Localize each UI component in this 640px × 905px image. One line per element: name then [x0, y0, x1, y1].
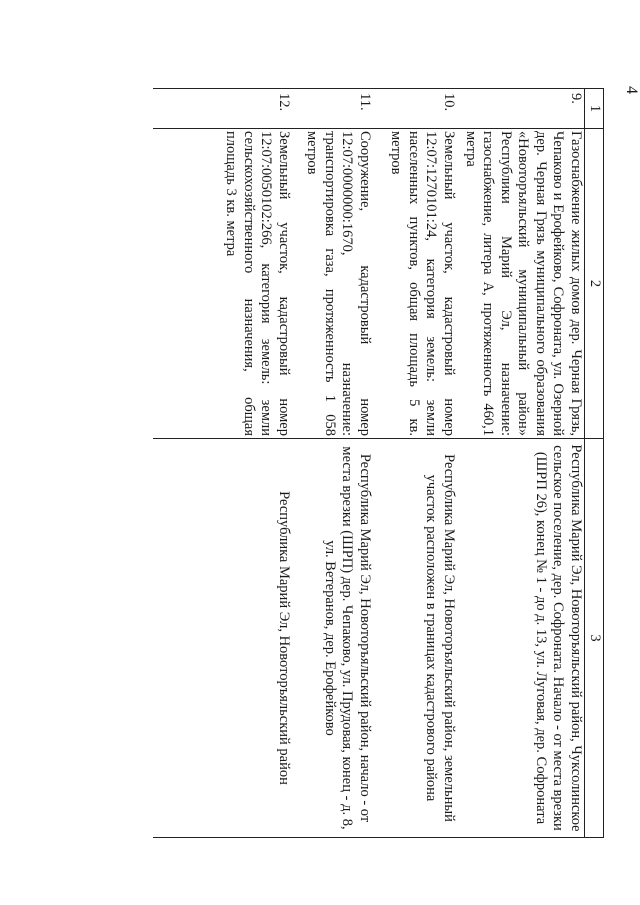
location-text: Республика Марий Эл, Новоторъяльский район — [276, 491, 292, 785]
table-row — [153, 89, 292, 838]
property-table — [153, 88, 604, 838]
location-text: Республика Марий Эл, Новоторъяльский район, земельный участок расположен в границах кадастрового района — [423, 454, 457, 822]
table-header-row — [585, 89, 604, 838]
object-location — [373, 439, 457, 838]
table-row — [457, 89, 585, 838]
description-text: Земельный участок, кадастровый номер 12:07:1270101:24, категория земель: земли населенных пунктов, общая площадь 5 кв. метров — [388, 131, 457, 436]
object-description — [373, 129, 457, 439]
description-text: Газоснабжение жилых домов дер. Черная Грязь, Чепаково и Ерофейково, Софроната, ул. Озерной дер. Черная Грязь муниципального образования «Новоторъяльский муниципальный район» Республики Марий Эл, назначение: газоснабжение, литера А, протяженность 460,1 метра — [463, 131, 584, 436]
page-number: 4 — [623, 86, 640, 94]
table-row — [373, 89, 457, 838]
description-text: Земельный участок, кадастровый номер 12:07:0050102:266, категория земель: земли сельскохозяйственного назначения, общая площадь 3 кв. метра — [223, 131, 292, 436]
object-location — [153, 439, 292, 838]
object-description — [292, 129, 373, 439]
row-number: 11. — [292, 89, 373, 129]
column-header-1: 1 — [585, 89, 604, 129]
row-number: 9. — [457, 89, 585, 129]
location-text: Республика Марий Эл, Новоторъяльский район, Чуксолинское сельское поселение, дер. Софроната. Начало - от места врезки (ШРП 26), конец № 1 - до д. 13, ул. Луговая, дер. Софроната — [533, 444, 584, 832]
location-text: Республика Марий Эл, Новоторъяльский район, начало - от места врезки (ШРП) дер. Чепаково, ул. Прудовая, конец - д. 8, ул. Ветеранов, дер. Ерофейково — [322, 446, 373, 830]
column-header-3: 3 — [585, 439, 604, 838]
row-number: 10. — [373, 89, 457, 129]
object-location — [457, 439, 585, 838]
table-row — [292, 89, 373, 838]
description-text: Сооружение, кадастровый номер 12:07:0000000:1670, назначение: транспортировка газа, протяженность 1 058 метров — [304, 131, 373, 436]
row-number: 12. — [153, 89, 292, 129]
object-location — [292, 439, 373, 838]
column-header-2: 2 — [585, 129, 604, 439]
object-description — [153, 129, 292, 439]
object-description — [457, 129, 585, 439]
